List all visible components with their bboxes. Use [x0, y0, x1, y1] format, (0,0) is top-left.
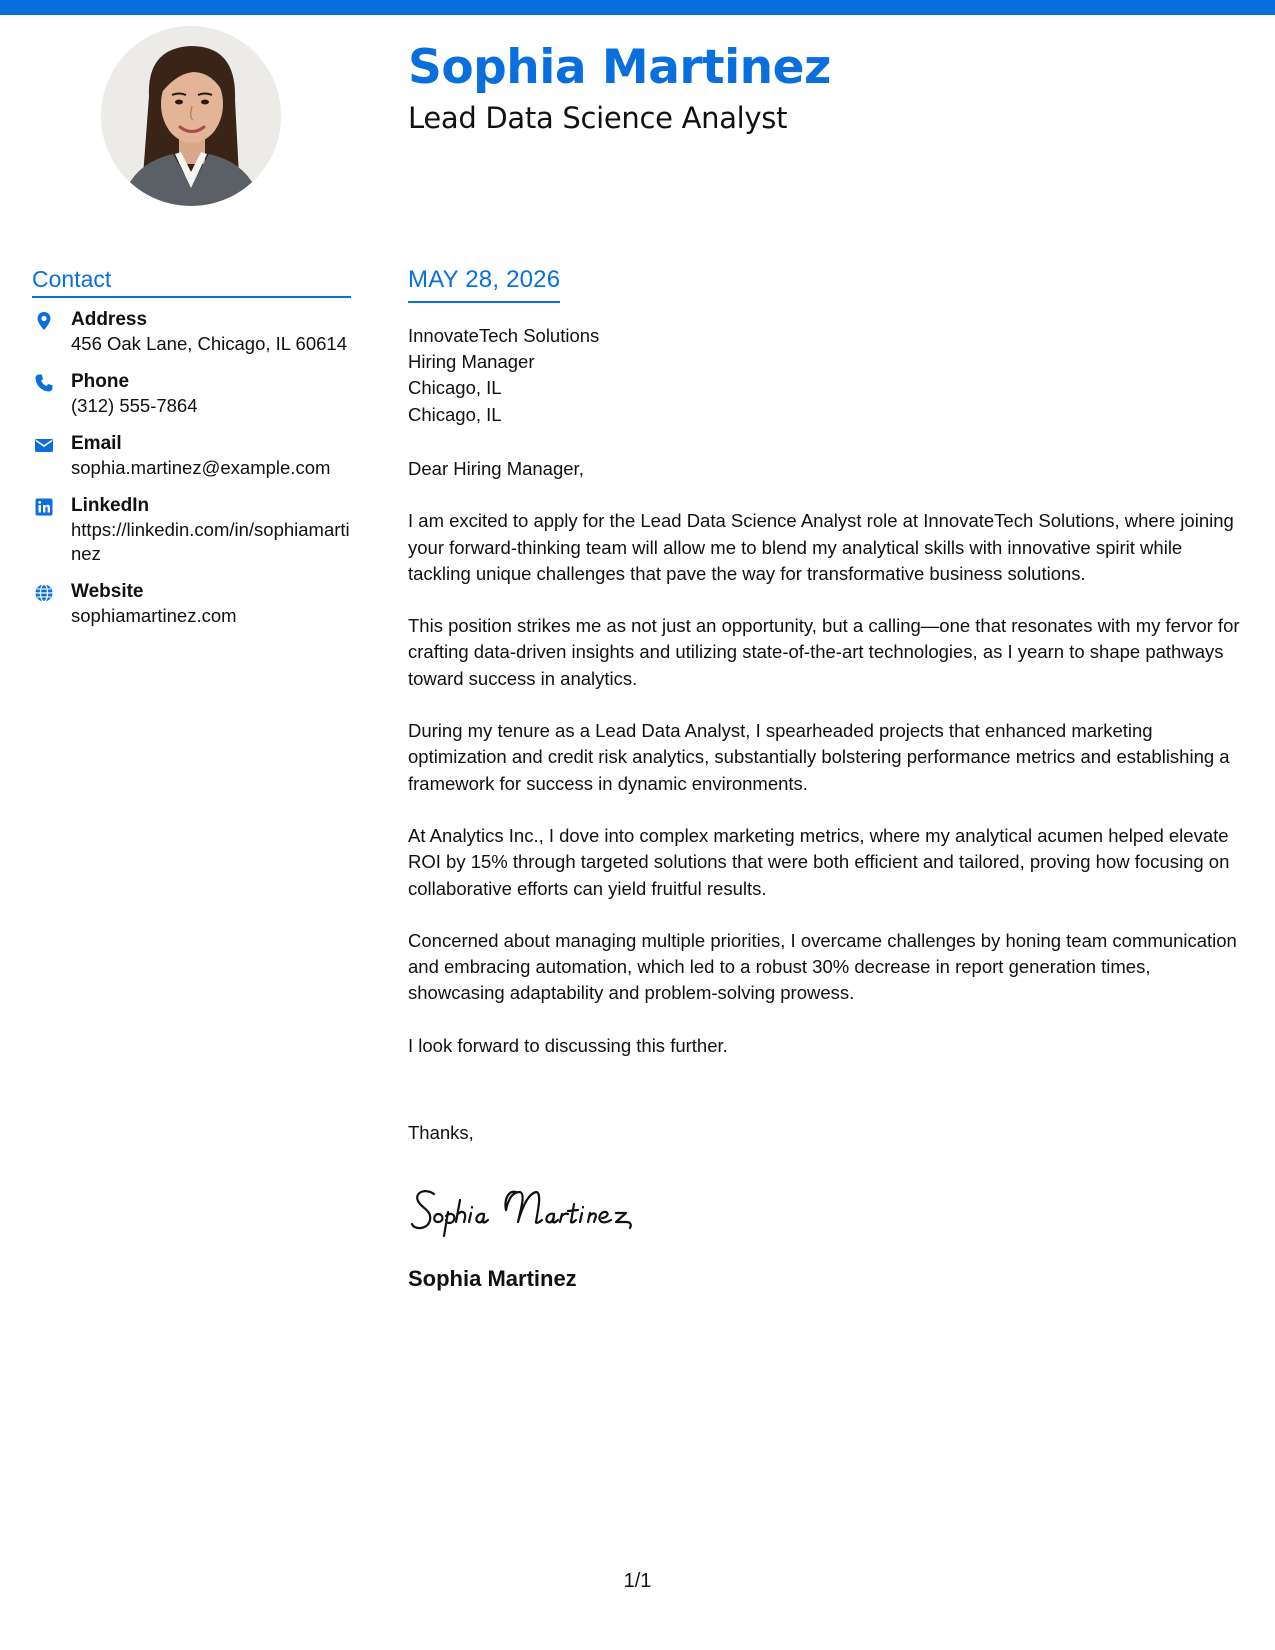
closing-remark: Thanks, [408, 1122, 474, 1143]
paragraph-motivation: This position strikes me as not just an opportunity, but a calling—one that resonates with my fervor for crafting data-driven insights and utilizing state-of-the-art technologies, as I yearn to shape pathways toward success in analytics. [408, 615, 1240, 689]
contact-sidebar [32, 266, 351, 642]
portrait-photo [101, 26, 281, 206]
contact-list [32, 308, 351, 628]
letter-date: MAY 28, 2026 [408, 266, 560, 303]
page-number: 1/1 [623, 1570, 652, 1592]
paragraph-intro: I am excited to apply for the Lead Data Science Analyst role at InnovateTech Solutions, where joining your forward-thinking team will allow me to blend my analytical skills with innovative spirit while tackling unique challenges that pave the way for transformative business solutions. [408, 510, 1234, 584]
recipient-city: Chicago, IL [408, 377, 502, 399]
contact-heading: Contact [32, 266, 351, 298]
signed-name: Sophia Martinez [408, 1266, 577, 1291]
contact-item-linkedin [32, 494, 351, 566]
contact-item-website [32, 580, 351, 628]
phone-icon [34, 373, 54, 393]
recipient-block [408, 323, 1248, 428]
contact-label-phone: Phone [71, 371, 130, 393]
contact-value-linkedin[interactable]: https://linkedin.com/in/sophiamartinez [71, 519, 350, 565]
contact-label-address: Address [71, 309, 148, 331]
profile-photo [101, 26, 281, 206]
paragraph-challenges: Concerned about managing multiple priorities, I overcame challenges by honing team communication and embracing automation, which led to a robust 30% decrease in report generation times, showcasing adaptability and problem-solving prowess. [408, 929, 1237, 1004]
paragraph-achievement: At Analytics Inc., I dove into complex marketing metrics, where my analytical acumen helped elevate ROI by 15% through targeted solutions that were both efficient and tailored, proving how focusing on collaborative efforts can yield fruitful results. [408, 824, 1230, 899]
contact-label-website: Website [71, 581, 144, 603]
contact-value-address: 456 Oak Lane, Chicago, IL 60614 [71, 333, 347, 355]
candidate-job-title: Lead Data Science Analyst [408, 101, 788, 135]
contact-value-email[interactable]: sophia.martinez@example.com [71, 457, 331, 479]
recipient-company: InnovateTech Solutions [408, 324, 600, 346]
map-pin-icon [34, 311, 54, 331]
contact-value-phone: (312) 555-7864 [71, 395, 198, 417]
recipient-city-repeat: Chicago, IL [408, 403, 502, 425]
recipient-role: Hiring Manager [408, 351, 535, 373]
letter-body [408, 266, 1248, 1059]
salutation: Dear Hiring Manager, [408, 457, 584, 479]
linkedin-icon [34, 497, 54, 517]
candidate-name: Sophia Martinez [408, 40, 831, 95]
top-accent-bar [0, 0, 1275, 15]
envelope-icon [34, 435, 54, 455]
paragraph-experience: During my tenure as a Lead Data Analyst, I spearheaded projects that enhanced marketing optimization and credit risk analytics, substantially bolstering performance metrics and establishing a framework for success in dynamic environments. [408, 720, 1230, 794]
handwritten-signature [408, 1180, 678, 1238]
paragraph-closing: I look forward to discussing this further. [408, 1034, 728, 1056]
contact-item-email [32, 432, 351, 480]
contact-item-phone [32, 370, 351, 418]
contact-label-linkedin: LinkedIn [71, 495, 150, 517]
contact-item-address [32, 308, 351, 356]
globe-icon [34, 583, 54, 603]
contact-label-email: Email [71, 433, 122, 455]
contact-value-website[interactable]: sophiamartinez.com [71, 605, 237, 627]
